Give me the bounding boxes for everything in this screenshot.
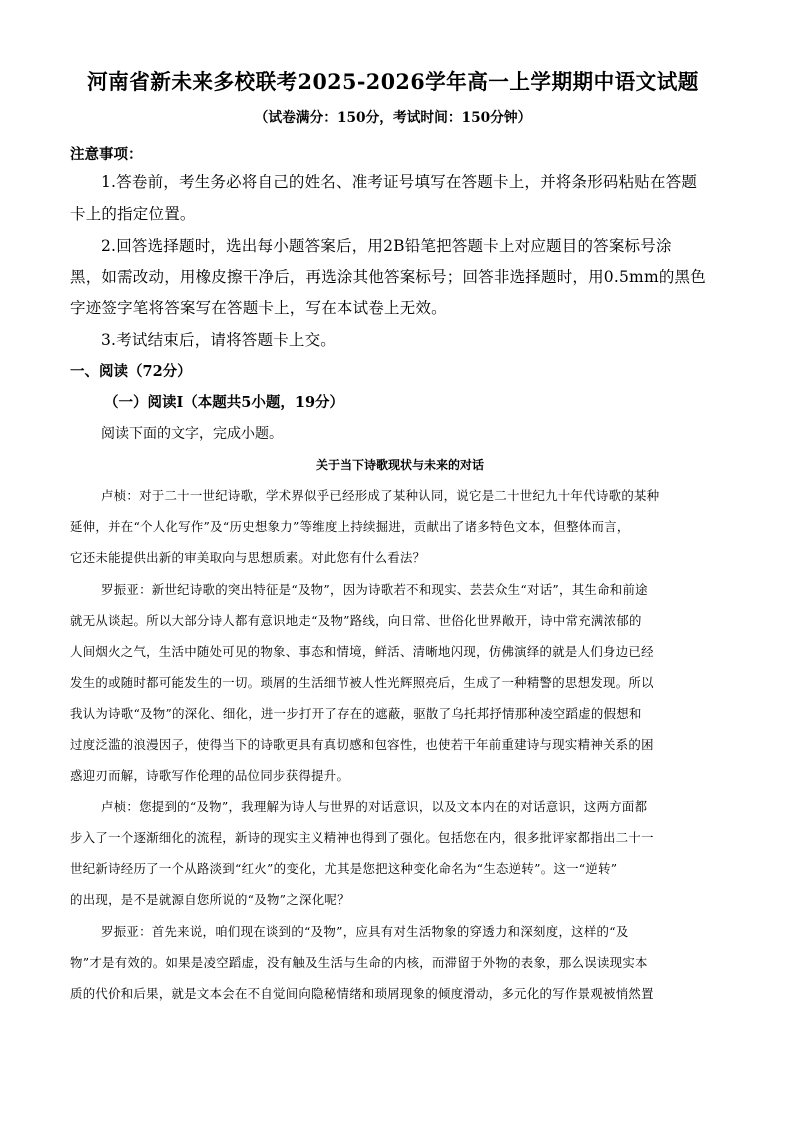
article-line: 物”才是有效的。如果是凌空蹈虚，没有触及生活与生命的内核，而滞留于外物的表象，那么误读现实本 — [70, 955, 648, 970]
article-line: 我认为诗歌“及物”的深化、细化，进一步打开了存在的遮蔽，驱散了乌托邦抒情那种凌空蹈虚的假想和 — [70, 706, 642, 721]
article-line: 卢桢：对于二十一世纪诗歌，学术界似乎已经形成了某种认同，说它是二十世纪九十年代诗歌的某种 — [101, 488, 660, 503]
section-subheading: （一）阅读Ⅰ（本题共5小题，19分） — [104, 394, 345, 411]
section-heading: 一、阅读（72分） — [70, 363, 192, 380]
reading-instruction: 阅读下面的文字，完成小题。 — [101, 426, 283, 442]
article-title: 关于当下诗歌现状与未来的对话 — [315, 458, 484, 472]
article-line: 罗振亚：新世纪诗歌的突出特征是“及物”，因为诗歌若不和现实、芸芸众生“对话”，其生命和前途 — [101, 582, 648, 597]
notice-line: 1.答卷前，考生务必将自己的姓名、准考证号填写在答题卡上，并将条形码粘贴在答题 — [101, 173, 698, 191]
article-line: 步入了一个逐渐细化的流程，新诗的现实主义精神也得到了强化。包括您在内，很多批评家都指出二十一 — [70, 830, 654, 845]
article-line: 发生的或随时都可能发生的一切。琐屑的生活细节被人性光辉照亮后，生成了一种精警的思想发现。所以 — [70, 675, 654, 690]
article-line: 罗振亚：首先来说，咱们现在谈到的“及物”，应具有对生活物象的穿透力和深刻度，这样的“及 — [101, 924, 629, 939]
exam-subtitle: （试卷满分：150分，考试时间：150分钟） — [254, 110, 532, 126]
article-line: 世纪新诗经历了一个从路淡到“红火”的变化，尤其是您把这种变化命名为“生态逆转”。这一“逆转” — [70, 861, 618, 876]
notice-line: 黑，如需改动，用橡皮擦干净后，再选涂其他答案标号；回答非选择题时，用0.5mm的黑色 — [70, 268, 706, 286]
article-line: 就无从谈起。所以大部分诗人都有意识地走“及物”路线，向日常、世俗化世界敞开，诗中常充满浓郁的 — [70, 613, 642, 628]
notice-line: 2.回答选择题时，选出每小题答案后，用2B铅笔把答题卡上对应题目的答案标号涂 — [101, 237, 672, 255]
article-line: 质的代价和后果，就是文本会在不自觉间向隐秘情绪和琐屑现象的倾度滑动，多元化的写作景观被悄然置 — [70, 986, 654, 1001]
notice-line: 卡上的指定位置。 — [70, 205, 196, 223]
article-line: 人间烟火之气，生活中随处可见的物象、事态和情境，鲜活、清晰地闪现，仿佛演绎的就是人们身边已经 — [70, 644, 654, 659]
article-line: 过度泛滥的浪漫因子，使得当下的诗歌更具有真切感和包容性，也使若干年前重建诗与现实精神关系的困 — [70, 737, 654, 752]
article-line: 延伸，并在“个人化写作”及“历史想象力”等维度上持续掘进，贡献出了诸多特色文本，但整体而言， — [70, 519, 630, 534]
notice-line: 字迹签字笔将答案写在答题卡上，写在本试卷上无效。 — [70, 299, 447, 317]
article-line: 惑迎刃而解，诗歌写作伦理的品位同步获得提升。 — [70, 768, 350, 783]
notice-heading: 注意事项： — [70, 146, 143, 163]
article-line: 它还未能提供出新的审美取向与思想质素。对此您有什么看法？ — [70, 550, 426, 565]
article-line: 的出现，是不是就源自您所说的“及物”之深化呢？ — [70, 892, 350, 907]
notice-line: 3.考试结束后，请将答题卡上交。 — [101, 331, 336, 349]
article-line: 卢桢：您提到的“及物”，我理解为诗人与世界的对话意识，以及文本内在的对话意识，这两方面都 — [101, 799, 648, 814]
exam-title: 河南省新未来多校联考2025-2026学年高一上学期期中语文试题 — [87, 69, 699, 94]
